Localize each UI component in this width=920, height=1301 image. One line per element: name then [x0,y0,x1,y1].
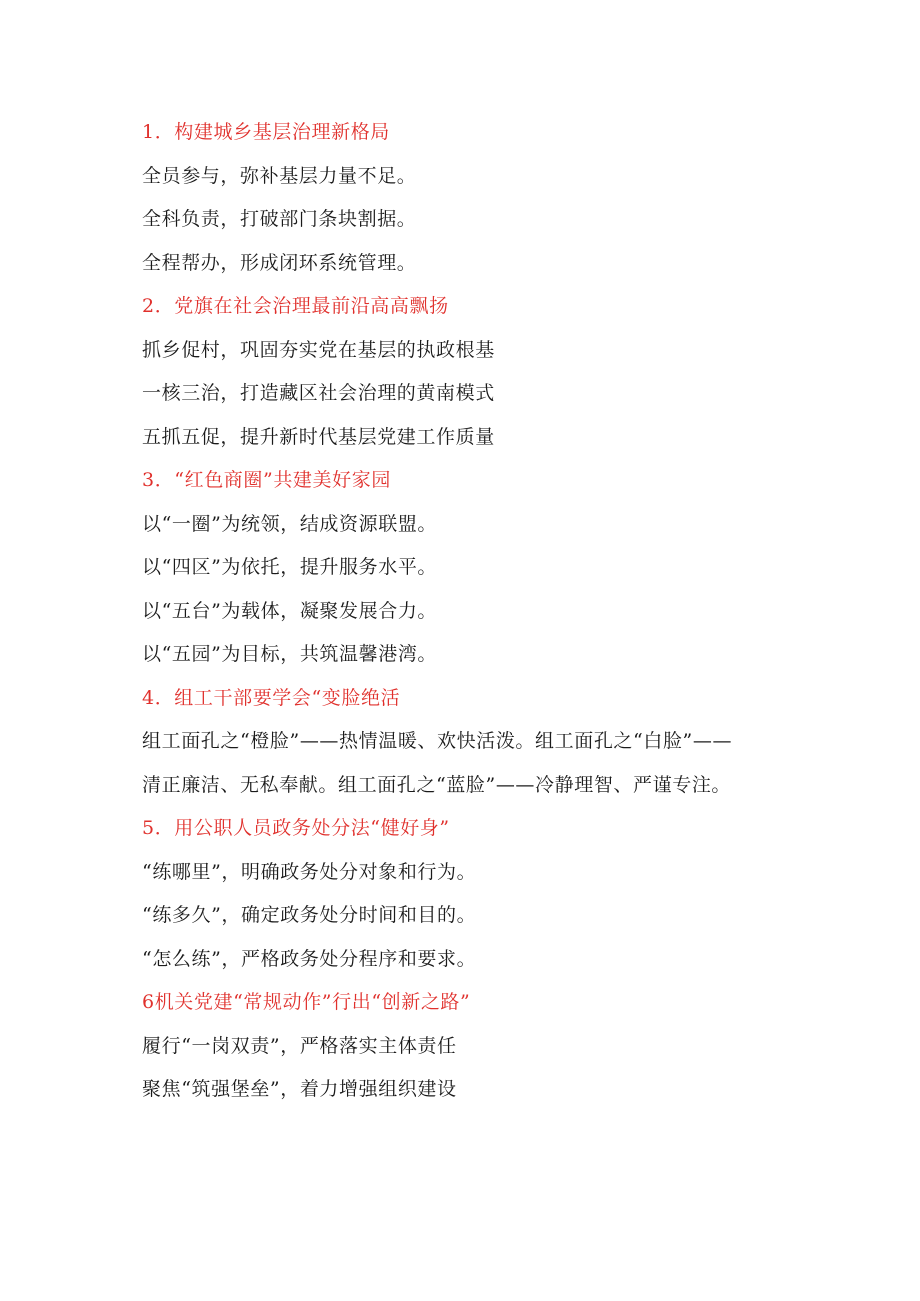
section-1-line-3: 全程帮办，形成闭环系统管理。 [142,251,417,274]
section-heading-1: 1．构建城乡基层治理新格局 [142,121,390,143]
section-4-line-1: 组工面孔之“橙脸”——热情温暖、欢快活泼。组工面孔之“白脸”—— [142,730,733,752]
section-3-line-3: 以“五台”为载体，凝聚发展合力。 [142,599,438,622]
section-3-line-2: 以“四区”为依托，提升服务水平。 [142,556,438,578]
section-1-line-2: 全科负责，打破部门条块割据。 [142,208,417,230]
section-5-line-3: “怎么练”，严格政务处分程序和要求。 [142,947,477,970]
section-6-line-1: 履行“一岗双责”，严格落实主体责任 [142,1034,457,1057]
section-2-line-2: 一核三治，打造藏区社会治理的黄南模式 [142,382,495,404]
section-4-line-2: 清正廉洁、无私奉献。组工面孔之“蓝脸”——冷静理智、严谨专注。 [142,773,732,796]
section-heading-5: 5．用公职人员政务处分法“健好身” [142,817,450,839]
section-3-line-1: 以“一圈”为统领，结成资源联盟。 [142,512,438,535]
section-2-line-1: 抓乡促村，巩固夯实党在基层的执政根基 [142,338,495,361]
section-heading-6: 6机关党建“常规动作”行出“创新之路” [142,991,471,1013]
section-1-line-1: 全员参与，弥补基层力量不足。 [142,164,417,187]
document-body [142,120,902,1121]
section-6-line-2: 聚焦“筑强堡垒”，着力增强组织建设 [142,1078,457,1100]
section-5-line-2: “练多久”，确定政务处分时间和目的。 [142,904,477,926]
section-heading-4: 4．组工干部要学会“变脸绝活 [142,686,401,709]
section-3-line-4: 以“五园”为目标，共筑温馨港湾。 [142,643,438,665]
section-2-line-3: 五抓五促，提升新时代基层党建工作质量 [142,425,495,448]
section-5-line-1: “练哪里”，明确政务处分对象和行为。 [142,860,477,883]
section-heading-2: 2．党旗在社会治理最前沿高高飘扬 [142,295,449,317]
section-heading-3: 3．“红色商圈”共建美好家园 [142,469,391,491]
